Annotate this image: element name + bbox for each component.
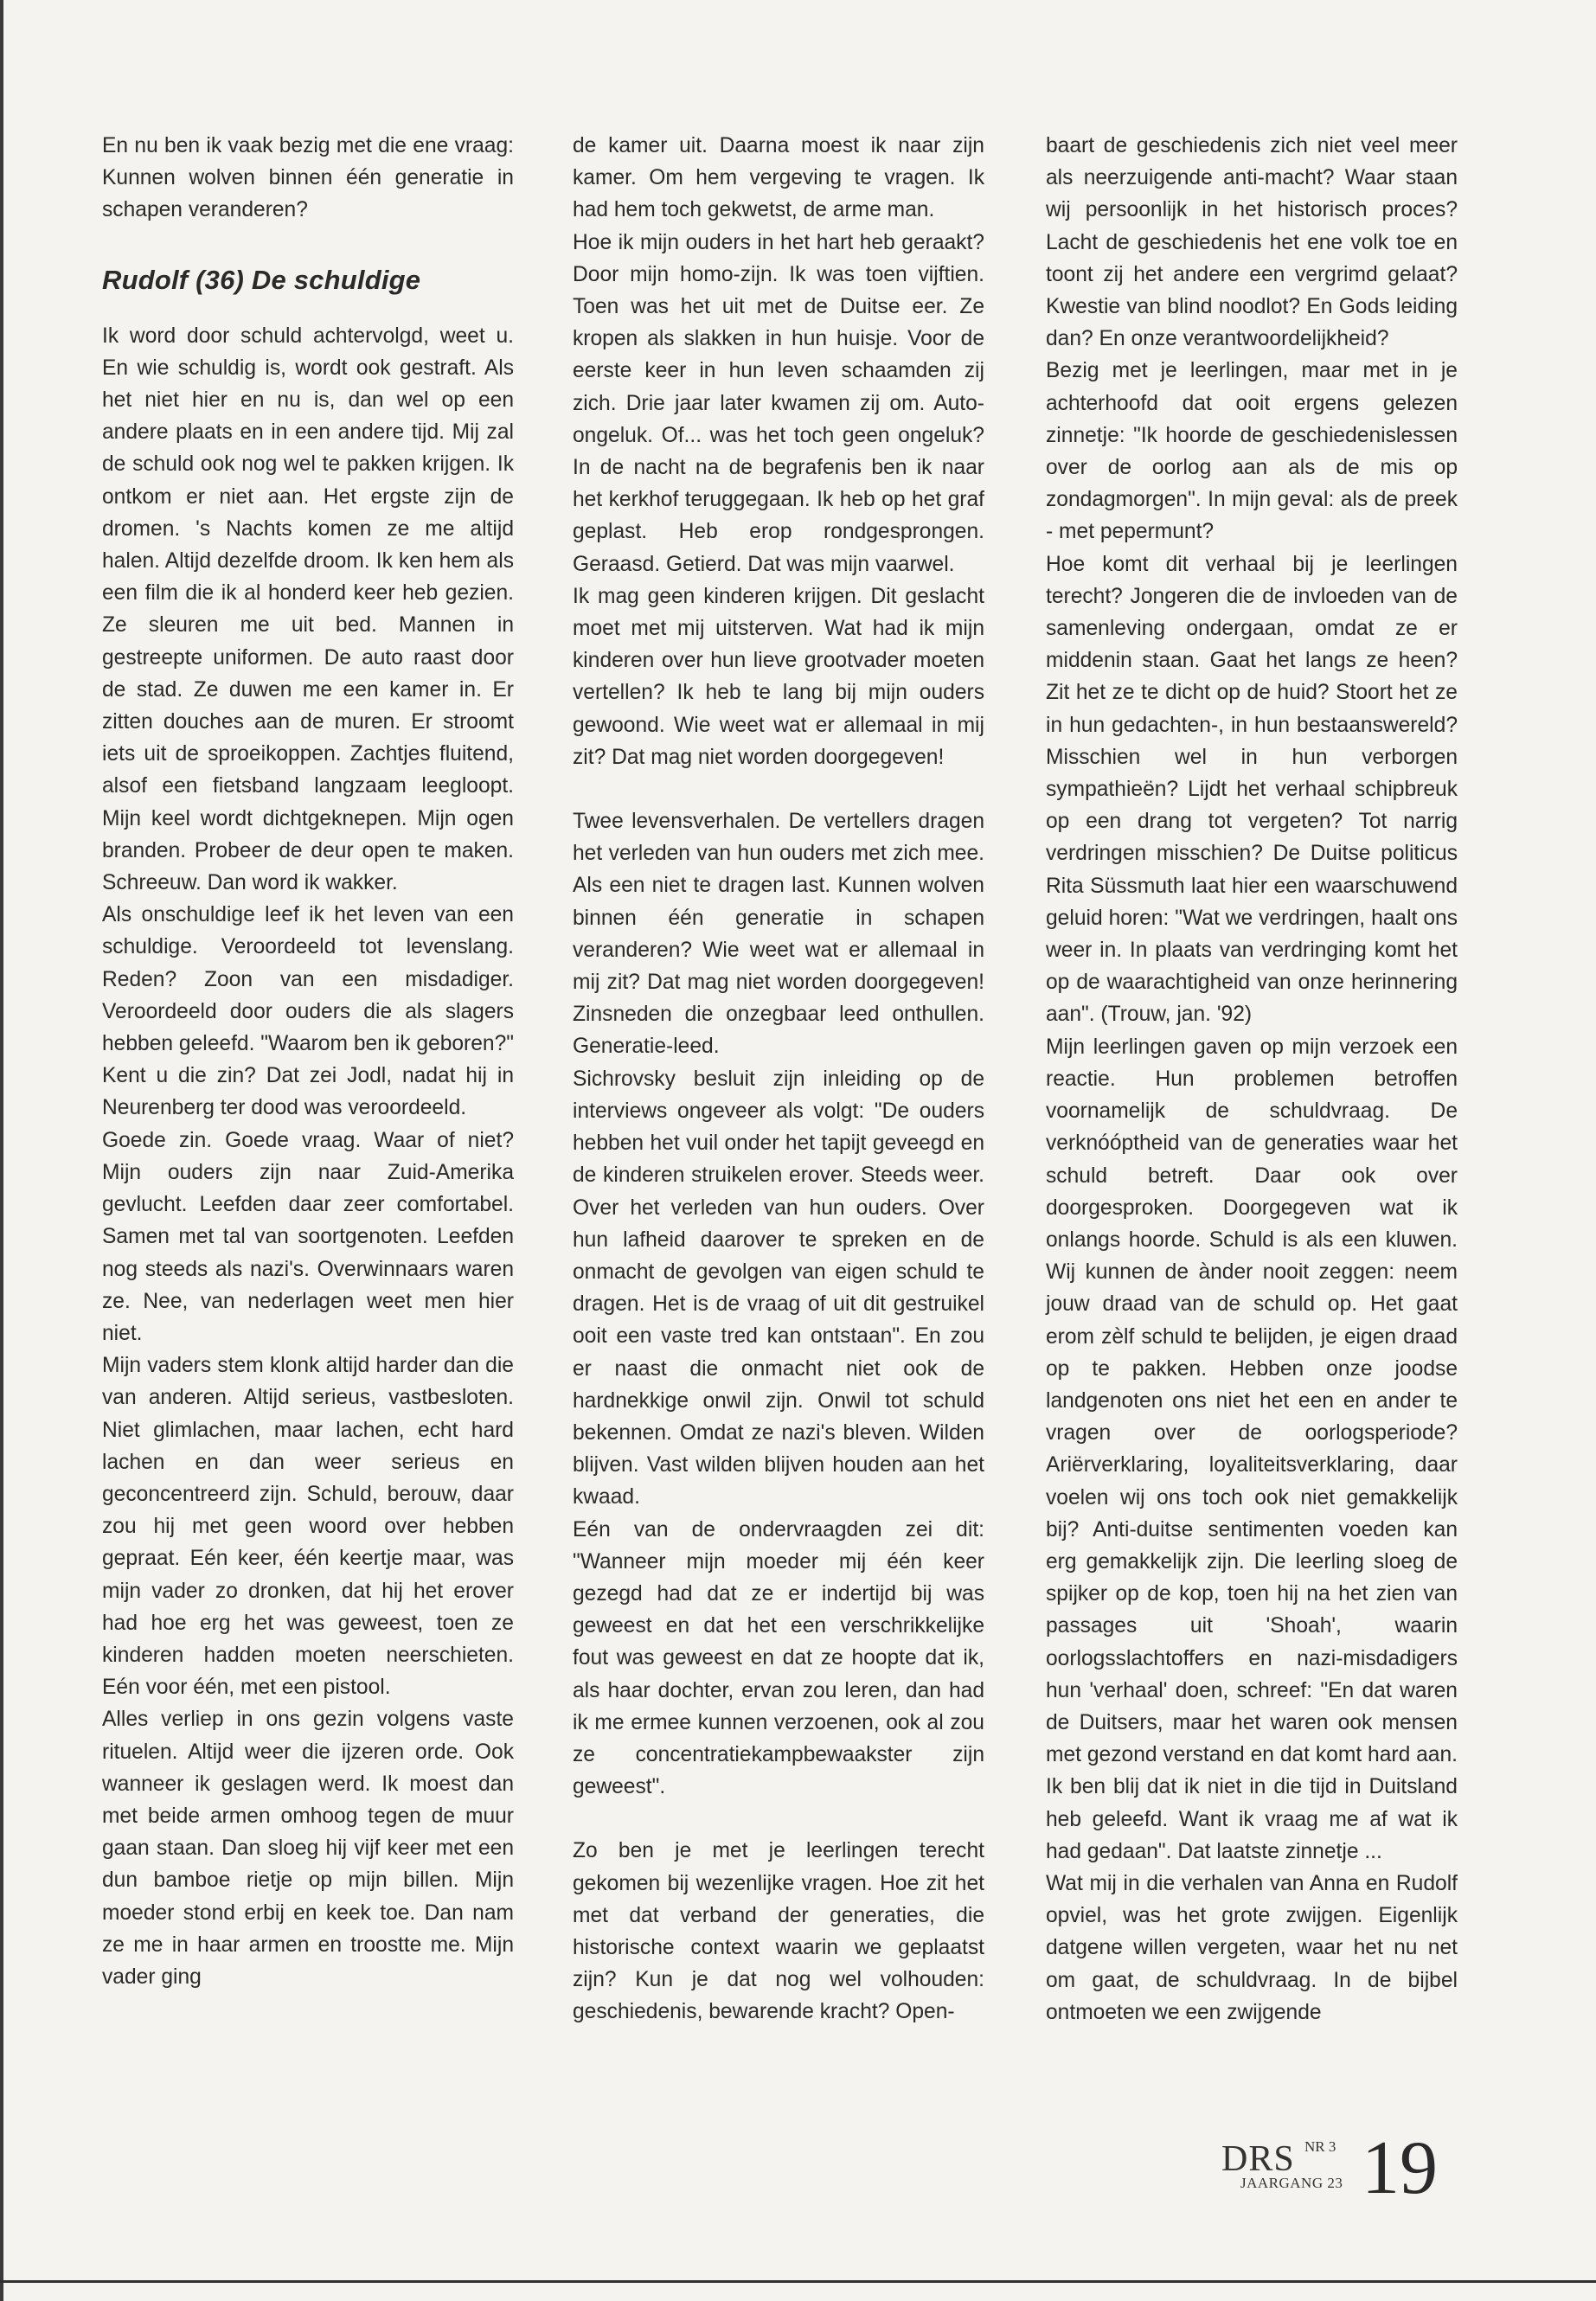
column-3 xyxy=(1046,130,1458,2029)
paragraph: baart de geschiedenis zich niet veel meer als neerzuigende anti-macht? Waar staan wij persoonlijk in het historisch proces? Lacht de geschiedenis het ene volk toe en toont zij het andere een vergrimd gelaat? Kwestie van blind noodlot? En Gods leiding dan? En onze verantwoordelijkheid? xyxy=(1046,134,1458,351)
paragraph: Hoe komt dit verhaal bij je leerlingen terecht? Jongeren die de invloeden van de samenleving ondergaan, omdat ze er middenin staan. Gaat het langs ze heen? Zit het ze te dicht op de huid? Stoort het ze in hun gedachten-, in hun bestaanswereld? Misschien wel in hun verborgen sympathieën? Lijdt het verhaal schipbreuk op een drang tot vergeten? Tot narrig verdringen misschien? De Duitse politicus Rita Süssmuth laat hier een waarschuwend geluid horen: "Wat we verdringen, haalt ons weer in. In plaats van verdringing komt het op de waarachtigheid van onze herinnering aan". (Trouw, jan. '92) xyxy=(1046,552,1458,1027)
paragraph: Als onschuldige leef ik het leven van een schuldige. Veroordeeld tot levenslang. Reden? Zoon van een misdadiger. Veroordeeld door ouders die als slagers hebben geleefd. "Waarom ben ik geboren?" Kent u die zin? Dat zei Jodl, nadat hij in Neurenberg ter dood was veroordeeld. xyxy=(102,903,514,1120)
paragraph: Mijn leerlingen gaven op mijn verzoek een reactie. Hun problemen betroffen voornamelijk de schuldvraag. De verknóóptheid van de generaties waar het schuld betreft. Daar ook over doorgesproken. Doorgegeven wat ik onlangs hoorde. Schuld is als een kluwen. Wij kunnen de ànder nooit zeggen: neem jouw draad van de schuld op. Het gaat erom zèlf schuld te belijden, je eigen draad op te pakken. Hebben onze joodse landgenoten ons niet het een en ander te vragen over de oorlogsperiode? Ariërverklaring, loyaliteitsverklaring, daar voelen wij ons toch ook niet gemakkelijk bij? Anti-duitse sentimenten voeden kan erg gemakkelijk zijn. Die leerling sloeg de spijker op de kop, toen hij na het zien van passages uit 'Shoah', waarin oorlogsslachtoffers en nazi-misdadigers hun 'verhaal' doen, schreef: "En dat waren de Duitsers, maar het waren ook mensen met gezond verstand en dat komt hard aan. Ik ben blij dat ik niet in die tijd in Duitsland heb geleefd. Want ik vraag me af wat ik had gedaan". Dat laatste zinnetje ... xyxy=(1046,1035,1458,1863)
paragraph: Ik word door schuld achtervolgd, weet u. En wie schuldig is, wordt ook gestraft. Als het niet hier en nu is, dan wel op een andere plaats en in een andere tijd. Mij zal de schuld ook nog wel te pakken krijgen. Ik ontkom er niet aan. Het ergste zijn de dromen. 's Nachts komen ze me altijd halen. Altijd dezelfde droom. Ik ken hem als een film die ik al honderd keer heb gezien. Ze sleuren me uit bed. Mannen in gestreepte uniformen. De auto raast door de stad. Ze duwen me een kamer in. Er zitten douches aan de muren. Er stroomt iets uit de sproeikoppen. Zachtjes fluitend, alsof een fietsband langzaam leegloopt. Mijn keel wordt dichtgeknepen. Mijn ogen branden. Probeer de deur open te maken. Schreeuw. Dan word ik wakker. xyxy=(102,324,514,895)
paragraph-gap xyxy=(573,1803,984,1835)
issue-number: NR 3 xyxy=(1304,2138,1336,2155)
page-footer xyxy=(1221,2126,1481,2210)
paragraph: de kamer uit. Daarna moest ik naar zijn kamer. Om hem vergeving te vragen. Ik had hem toch gekwetst, de arme man. xyxy=(573,134,984,222)
paragraph: Wat mij in die verhalen van Anna en Rudolf opviel, was het grote zwijgen. Eigenlijk datgene willen vergeten, waar het nu net om gaat, de schuldvraag. In de bijbel ontmoeten we een zwijgende xyxy=(1046,1871,1458,2024)
paragraph: Ik mag geen kinderen krijgen. Dit geslacht moet met mij uitsterven. Wat had ik mijn kinderen over hun lieve grootvader moeten vertellen? Ik heb te lang bij mijn ouders gewoond. Wie weet wat er allemaal in mij zit? Dat mag niet worden doorgegeven! xyxy=(573,584,984,769)
paragraph: Zo ben je met je leerlingen terecht gekomen bij wezenlijke vragen. Hoe zit het met dat verband der generaties, die historische context waarin we geplaatst zijn? Kun je dat nog wel volhouden: geschiedenis, bewarende kracht? Open- xyxy=(573,1839,984,2024)
page-number: 19 xyxy=(1362,2126,1438,2210)
paragraph: Mijn vaders stem klonk altijd harder dan die van anderen. Altijd serieus, vastbesloten. Niet glimlachen, maar lachen, echt hard lachen en dan weer serieus en geconcentreerd zijn. Schuld, berouw, daar zou hij met geen woord over hebben gepraat. Eén keer, één keertje maar, was mijn vader zo dronken, dat hij het erover had hoe erg het was geweest, toen ze kinderen hadden moeten neerschieten. Eén voor één, met een pistool. xyxy=(102,1354,514,1700)
magazine-title: DRS xyxy=(1221,2139,1295,2179)
paragraph: Hoe ik mijn ouders in het hart heb geraakt? Door mijn homo-zijn. Ik was toen vijftien. Toen was het uit met de Duitse eer. Ze kropen als slakken in hun huisje. Voor de eerste keer in hun leven schaamden zij zich. Drie jaar later kwamen zij om. Auto-ongeluk. Of... was het toch geen ongeluk? In de nacht na de begrafenis ben ik naar het kerkhof teruggegaan. Ik heb op het graf geplast. Heb erop rondgesprongen. Geraasd. Getierd. Dat was mijn vaarwel. xyxy=(573,230,984,576)
paragraph-gap xyxy=(573,773,984,805)
paragraph: Goede zin. Goede vraag. Waar of niet? Mijn ouders zijn naar Zuid-Amerika gevlucht. Leefden daar zeer comfortabel. Samen met tal van soortgenoten. Leefden nog steeds als nazi's. Overwinnaars waren ze. Nee, van nederlagen weet men hier niet. xyxy=(102,1128,514,1345)
paragraph: Alles verliep in ons gezin volgens vaste rituelen. Altijd weer die ijzeren orde. Ook wanneer ik geslagen werd. Ik moest dan met beide armen omhoog tegen de muur gaan staan. Dan sloeg hij vijf keer met een dun bamboe rietje op mijn billen. Mijn moeder stond erbij en keek toe. Dan nam ze me in haar armen en troostte me. Mijn vader ging xyxy=(102,1708,514,1989)
paragraph: Eén van de ondervraagden zei dit: "Wanneer mijn moeder mij één keer gezegd had dat ze er indertijd bij was geweest en dat het een verschrikkelijke fout was geweest en dat ze hoopte dat ik, als haar dochter, ervan zou leren, dan had ik me ermee kunnen verzoenen, ook al zou ze concentratiekampbewaakster zijn geweest". xyxy=(573,1517,984,1799)
volume-label: JAARGANG 23 xyxy=(1240,2175,1343,2191)
section-heading: Rudolf (36) De schuldige xyxy=(102,264,421,295)
bottom-rule xyxy=(0,2280,1596,2283)
paragraph: Twee levensverhalen. De vertellers dragen het verleden van hun ouders met zich mee. Als een niet te dragen last. Kunnen wolven binnen één generatie in schapen veranderen? Wie weet wat er allemaal in mij zit? Dat mag niet worden doorgegeven! Zinsneden die onzegbaar leed onthullen. Generatie-leed. xyxy=(573,810,984,1059)
column-2 xyxy=(573,130,984,2029)
intro-paragraph: En nu ben ik vaak bezig met die ene vraag: Kunnen wolven binnen één generatie in schapen veranderen? xyxy=(102,134,514,222)
paragraph: Sichrovsky besluit zijn inleiding op de interviews ongeveer als volgt: "De ouders hebben het vuil onder het tapijt geveegd en de kinderen struikelen erover. Steeds weer. Over het verleden van hun ouders. Over hun lafheid daarover te spreken en de onmacht de gevolgen van eigen schuld te dragen. Het is de vraag of uit dit gestruikel ooit een vaste tred kan ontstaan". En zou er naast die onmacht niet ook de hardnekkige onwil zijn. Onwil tot schuld bekennen. Omdat ze nazi's bleven. Wilden blijven. Vast wilden blijven houden aan het kwaad. xyxy=(573,1067,984,1509)
column-1 xyxy=(102,130,514,1993)
paragraph: Bezig met je leerlingen, maar met in je achterhoofd dat ooit ergens gelezen zinnetje: "Ik hoorde de geschiedenislessen over de oorlog aan als de mis op zondagmorgen". In mijn geval: als de preek - met pepermunt? xyxy=(1046,359,1458,544)
scan-edge xyxy=(0,0,3,2301)
